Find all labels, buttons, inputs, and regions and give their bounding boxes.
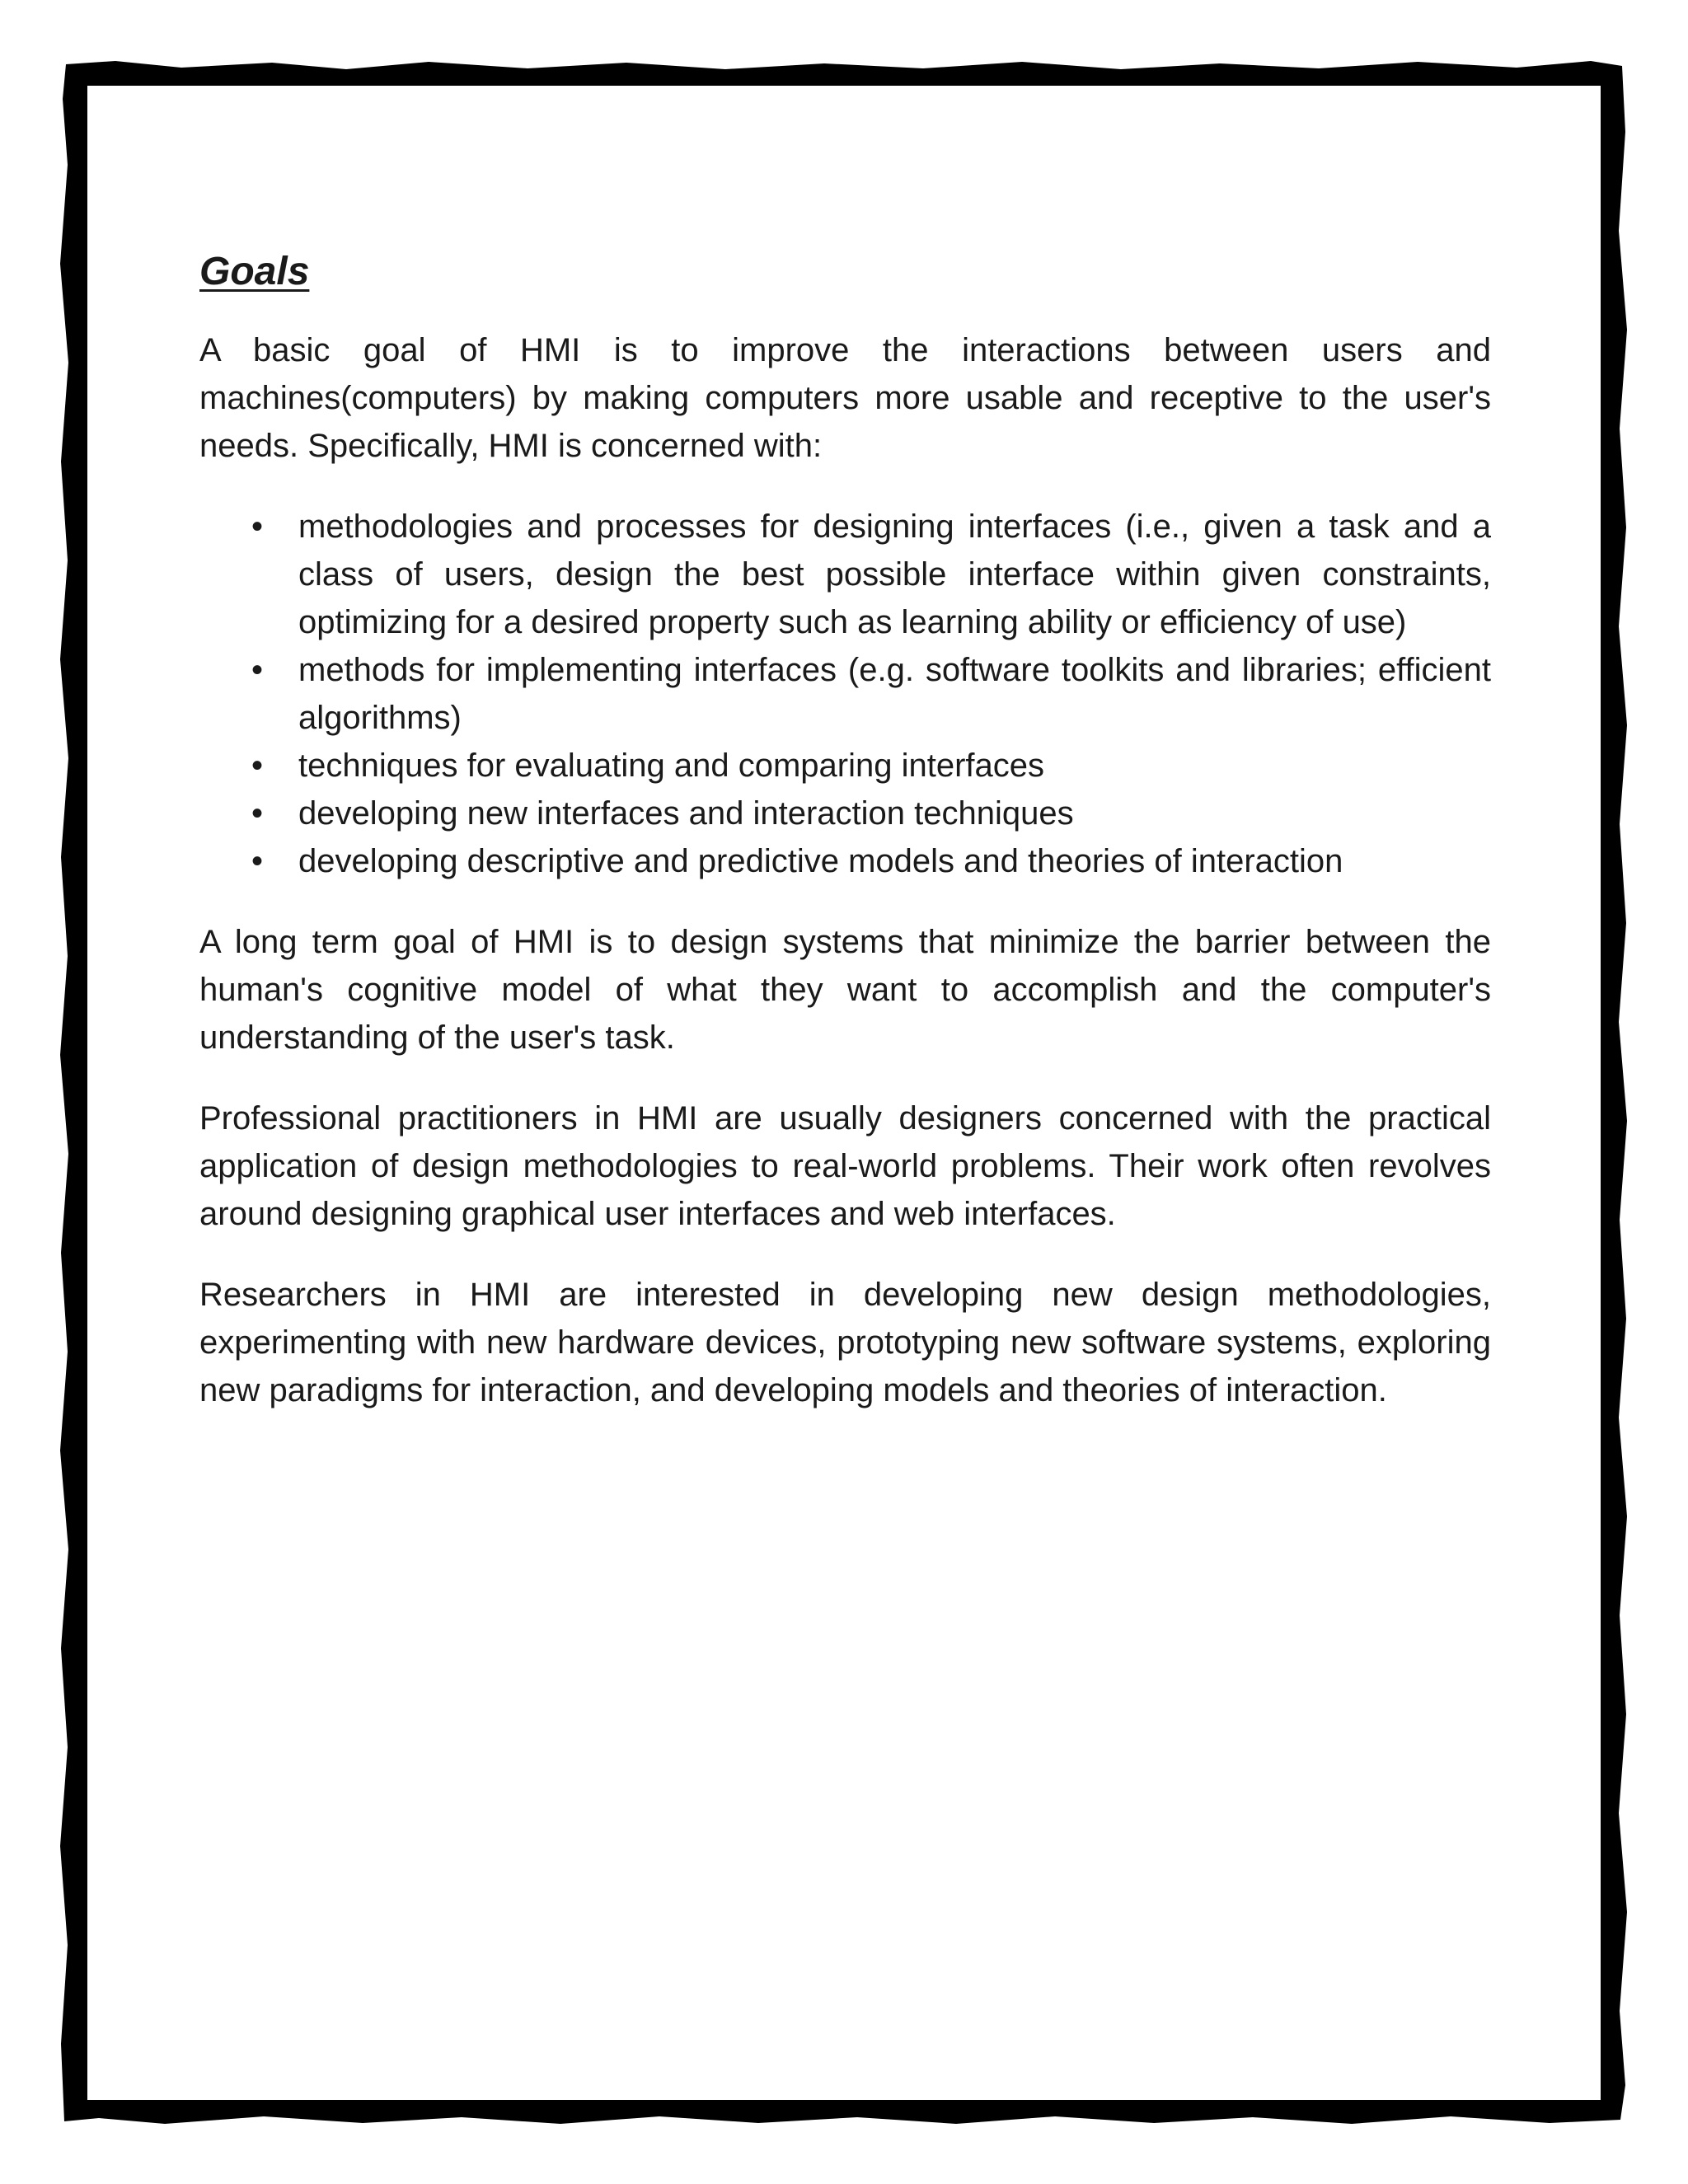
list-item-text: methods for implementing interfaces (e.g. software toolkits and libraries; efficient algorithms) [298,652,1491,736]
bullet-icon: • [251,652,263,688]
list-item-text: developing new interfaces and interaction techniques [298,795,1074,832]
section-heading: Goals [199,250,310,293]
list-item-text: developing descriptive and predictive models and theories of interaction [298,843,1343,879]
concerns-list [199,503,1491,885]
list-item-text: techniques for evaluating and comparing interfaces [298,748,1044,784]
list-item [199,742,1491,790]
long-term-goal-paragraph: A long term goal of HMI is to design systems that minimize the barrier between the human's cognitive model of what they want to accomplish and the computer's understanding of the user's task. [199,924,1491,1056]
list-item [199,837,1491,885]
practitioners-paragraph: Professional practitioners in HMI are usually designers concerned with the practical application of design methodologies to real-world problems. Their work often revolves around designing graphical user interfaces and web interfaces. [199,1100,1491,1232]
document-body [199,247,1491,1447]
researchers-paragraph: Researchers in HMI are interested in developing new design methodologies, experimenting with new hardware devices, prototyping new software systems, exploring new paradigms for interaction, and developing models and theories of interaction. [199,1277,1491,1408]
list-item-text: methodologies and processes for designing interfaces (i.e., given a task and a class of users, design the best possible interface within given constraints, optimizing for a desired property such as learning ability or efficiency of use) [298,509,1491,640]
list-item [199,790,1491,837]
list-item [199,646,1491,742]
bullet-icon: • [251,795,263,832]
bullet-icon: • [251,843,263,879]
list-item [199,503,1491,646]
bullet-icon: • [251,748,263,784]
bullet-icon: • [251,509,263,545]
intro-paragraph: A basic goal of HMI is to improve the interactions between users and machines(computers) by making computers more usable and receptive to the user's needs. Specifically, HMI is concerned with: [199,332,1491,464]
